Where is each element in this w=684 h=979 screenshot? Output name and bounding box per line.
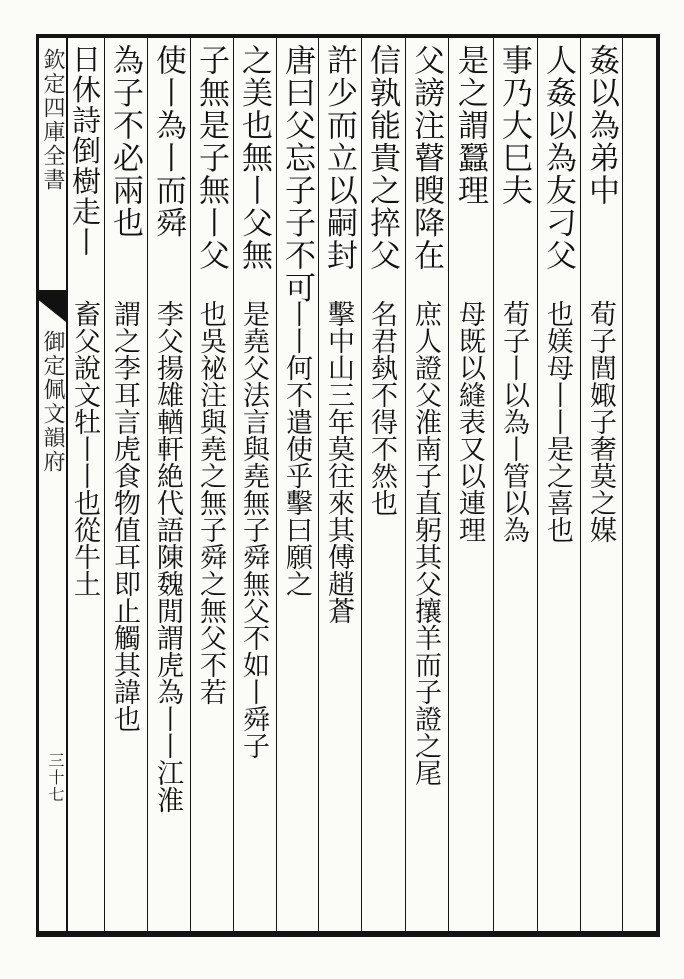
- text-column-3-lower: 荀子丨以為丨管以為: [498, 300, 529, 543]
- frame-bottom-rule: [36, 931, 660, 937]
- text-column-1-lower: 荀子閭娵子奢莫之媒: [585, 300, 616, 543]
- text-column-2-upper: 人姦以為友刁父: [540, 44, 576, 272]
- margin-title: 欽定四庫全書: [40, 48, 65, 192]
- text-column-2-lower: 也媄母丨丨是之喜也: [542, 300, 573, 543]
- text-column-6-lower: 名君埶不得不然也: [366, 300, 397, 516]
- fish-tail-mark: [36, 290, 66, 298]
- column-divider: [147, 38, 148, 931]
- column-divider: [493, 38, 494, 931]
- text-column-8-upper: 唐曰父忘子子不可: [279, 44, 315, 304]
- text-column-13-upper: 日休詩倒樹走丨: [68, 44, 102, 258]
- frame-left-rule: [36, 34, 39, 937]
- text-column-12-upper: 為子不必兩也: [107, 44, 143, 239]
- column-divider: [233, 38, 234, 931]
- column-divider: [448, 38, 449, 931]
- text-column-8-lower: 丨丨何不遣使乎擊曰願之: [281, 300, 312, 597]
- column-divider: [361, 38, 362, 931]
- text-column-5-lower: 庶人證父淮南子直躬其父攘羊而子證之尾: [410, 300, 441, 786]
- text-column-3-upper: 事乃大巳夫: [496, 44, 532, 207]
- text-column-10-upper: 子無是子無丨父: [193, 44, 229, 272]
- text-column-10-lower: 也吳祕注與堯之無子舜之無父不若: [195, 300, 226, 705]
- column-divider: [622, 38, 623, 931]
- text-column-11-upper: 使丨為丨而舜: [150, 44, 186, 239]
- text-column-1-upper: 姦以為弟中: [583, 44, 619, 207]
- frame-right-rule: [656, 34, 660, 937]
- text-column-9-upper: 之美也無丨父無: [236, 44, 272, 272]
- frame-top-rule: [36, 34, 660, 38]
- column-divider: [318, 38, 319, 931]
- margin-book-title: 御定佩文韻府: [40, 330, 65, 474]
- column-divider: [190, 38, 191, 931]
- fish-tail-wedge: [36, 298, 66, 322]
- page-number: 三十七: [46, 752, 65, 803]
- column-divider: [537, 38, 538, 931]
- text-column-11-lower: 李父揚雄輶軒絶代語陳魏閒謂虎為丨丨江淮: [152, 300, 183, 813]
- text-column-7-lower: 擊中山三年莫往來其傅趙蒼: [323, 300, 354, 624]
- column-divider: [276, 38, 277, 931]
- text-column-12-lower: 謂之李耳言虎食物值耳即止觸其諱也: [109, 300, 140, 732]
- text-column-5-upper: 父謗注瞽瞍降在: [408, 44, 444, 272]
- text-column-13-lower: 畜父說文牡丨丨也從牛土: [69, 300, 100, 597]
- text-column-9-lower: 是堯父法言與堯無子舜無父不如丨舜子: [238, 300, 269, 759]
- text-column-4-lower: 母既以縫表又以連理: [454, 300, 485, 543]
- text-column-4-upper: 是之謂蠶理: [452, 44, 488, 207]
- column-divider: [405, 38, 406, 931]
- column-divider: [104, 38, 105, 931]
- text-column-6-upper: 信孰能貴之捽父: [364, 44, 400, 272]
- column-divider: [580, 38, 581, 931]
- text-column-7-upper: 許少而立以嗣封: [321, 44, 357, 272]
